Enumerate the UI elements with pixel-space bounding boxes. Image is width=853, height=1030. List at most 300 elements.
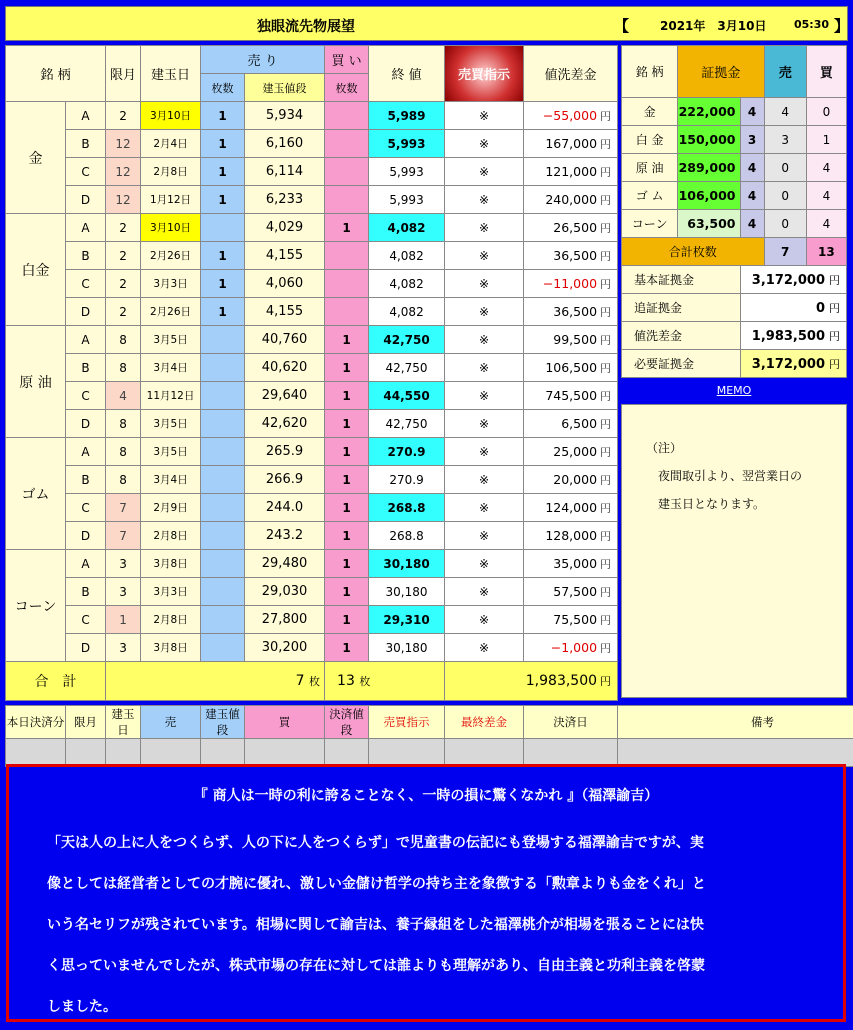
buy-count [325, 270, 369, 298]
margin-row [622, 98, 847, 126]
quote-box [6, 764, 846, 1022]
entry-date: 3月3日 [141, 578, 201, 606]
settlement-cell [369, 739, 445, 767]
buy-count [325, 158, 369, 186]
close-price: 44,550 [369, 382, 445, 410]
diff-amount: 124,000 [545, 499, 598, 515]
summary-amount [740, 350, 847, 378]
side-header-meigara: 銘 柄 [622, 46, 678, 98]
yen-unit: 円 [600, 557, 612, 571]
close-price: 5,993 [369, 130, 445, 158]
close-price: 5,993 [369, 158, 445, 186]
position-letter: D [66, 634, 106, 662]
sell-count [201, 550, 245, 578]
memo-note-line: 夜間取引より、翌営業日の [658, 469, 803, 483]
buy-lots: 4 [806, 182, 846, 210]
diff-amount: 75,500 [553, 611, 598, 627]
margin-amount: 289,000 [678, 154, 740, 182]
sell-lots: 0 [764, 210, 806, 238]
yen-unit: 円 [829, 357, 840, 371]
trade-instruction: ※ [445, 410, 524, 438]
memo-box [621, 404, 847, 698]
margin-row [622, 154, 847, 182]
yen-unit: 円 [829, 301, 840, 315]
contract-month: 1 [106, 606, 141, 634]
entry-price: 6,114 [245, 158, 325, 186]
contract-month: 2 [106, 102, 141, 130]
side-header-buy: 買 [806, 46, 846, 98]
total-diff [445, 662, 618, 701]
trade-instruction: ※ [445, 634, 524, 662]
lot-count: 4 [740, 98, 764, 126]
table-row [6, 130, 618, 158]
mark-to-market-diff [524, 186, 618, 214]
yen-unit: 円 [829, 329, 840, 343]
contract-month: 2 [106, 214, 141, 242]
entry-date: 3月10日 [141, 102, 201, 130]
settlement-cell [445, 739, 524, 767]
report-date: 2021年 3月10日 [660, 19, 767, 33]
close-price: 268.8 [369, 522, 445, 550]
position-letter: B [66, 242, 106, 270]
mark-to-market-diff [524, 242, 618, 270]
summary-row [622, 294, 847, 322]
yen-unit: 円 [600, 277, 612, 291]
quote-line: 像としては経営者としての才腕に優れ、激しい金儲け哲学の持ち主を象徴する「勲章よりも金をくれ」と [47, 876, 706, 892]
position-letter: C [66, 494, 106, 522]
position-letter: A [66, 550, 106, 578]
table-row [6, 438, 618, 466]
diff-amount: 20,000 [553, 471, 598, 487]
commodity-name: コーン [6, 550, 66, 662]
memo-note-heading: （注） [646, 441, 683, 455]
commodity-name: 原 油 [6, 326, 66, 438]
contract-month: 3 [106, 634, 141, 662]
settlement-header: 建玉日 [106, 706, 141, 739]
contract-month: 3 [106, 578, 141, 606]
position-letter: B [66, 466, 106, 494]
contract-month: 7 [106, 494, 141, 522]
entry-price: 244.0 [245, 494, 325, 522]
commodity-name: ゴム [6, 438, 66, 550]
buy-lots: 4 [806, 210, 846, 238]
summary-value: 0 [815, 300, 825, 316]
summary-label: 基本証拠金 [622, 266, 741, 294]
mark-to-market-diff [524, 354, 618, 382]
table-row [6, 298, 618, 326]
settlement-header: 決済値段 [325, 706, 369, 739]
trade-instruction: ※ [445, 214, 524, 242]
date-bracket-open: 【 [614, 17, 630, 35]
close-price: 29,310 [369, 606, 445, 634]
buy-count: 1 [325, 466, 369, 494]
sell-count [201, 214, 245, 242]
position-letter: C [66, 382, 106, 410]
settlement-header: 最終差金 [445, 706, 524, 739]
sell-count: 1 [201, 102, 245, 130]
positions-table [5, 45, 618, 701]
trade-instruction: ※ [445, 102, 524, 130]
entry-price: 4,029 [245, 214, 325, 242]
sell-lots: 0 [764, 182, 806, 210]
yen-unit: 円 [600, 109, 612, 123]
diff-amount: 6,500 [561, 415, 598, 431]
entry-price: 265.9 [245, 438, 325, 466]
trade-instruction: ※ [445, 326, 524, 354]
yen-unit: 円 [600, 417, 612, 431]
total-diff-amount: 1,983,500 [525, 673, 598, 689]
sell-count: 1 [201, 130, 245, 158]
position-letter: D [66, 186, 106, 214]
side-header-sell: 売 [764, 46, 806, 98]
diff-amount: 106,500 [545, 359, 598, 375]
diff-amount: 35,000 [553, 555, 598, 571]
table-row [6, 410, 618, 438]
total-buy [325, 662, 445, 701]
table-row [6, 382, 618, 410]
buy-lots: 0 [806, 98, 846, 126]
lot-count: 4 [740, 182, 764, 210]
mark-to-market-diff [524, 214, 618, 242]
diff-amount: 128,000 [545, 527, 598, 543]
entry-date: 2月9日 [141, 494, 201, 522]
summary-amount [740, 294, 847, 322]
close-price: 30,180 [369, 550, 445, 578]
lot-total-label: 合計枚数 [622, 238, 765, 266]
entry-price: 29,480 [245, 550, 325, 578]
header-nearai-sagaku: 値洗差金 [524, 46, 618, 102]
entry-date: 3月8日 [141, 550, 201, 578]
summary-amount [740, 322, 847, 350]
diff-amount: 99,500 [553, 331, 598, 347]
yen-unit: 円 [600, 675, 612, 688]
yen-unit: 円 [600, 165, 612, 179]
total-sell [106, 662, 325, 701]
summary-value: 1,983,500 [751, 328, 825, 344]
entry-date: 3月5日 [141, 410, 201, 438]
entry-price: 4,155 [245, 298, 325, 326]
settlement-header: 売 [141, 706, 201, 739]
settlement-cell [6, 739, 66, 767]
settlement-cell [106, 739, 141, 767]
table-row [6, 634, 618, 662]
sell-count [201, 606, 245, 634]
table-row [6, 242, 618, 270]
sell-count: 1 [201, 242, 245, 270]
mark-to-market-diff [524, 494, 618, 522]
yen-unit: 円 [600, 361, 612, 375]
header-tate-nedan: 建玉値段 [245, 74, 325, 102]
contract-month: 8 [106, 354, 141, 382]
close-price: 270.9 [369, 438, 445, 466]
margin-amount: 222,000 [678, 98, 740, 126]
mark-to-market-diff [524, 466, 618, 494]
mark-to-market-diff [524, 522, 618, 550]
diff-amount: −55,000 [542, 107, 598, 123]
position-letter: C [66, 606, 106, 634]
buy-count: 1 [325, 410, 369, 438]
entry-price: 40,620 [245, 354, 325, 382]
lot-total-sell: 7 [764, 238, 806, 266]
summary-label: 値洗差金 [622, 322, 741, 350]
mark-to-market-diff [524, 438, 618, 466]
close-price: 268.8 [369, 494, 445, 522]
report-time: 05:30 [794, 18, 830, 31]
mark-to-market-diff [524, 102, 618, 130]
mark-to-market-diff [524, 298, 618, 326]
yen-unit: 円 [600, 305, 612, 319]
yen-unit: 円 [600, 473, 612, 487]
yen-unit: 円 [829, 273, 840, 287]
sell-count [201, 354, 245, 382]
mark-to-market-diff [524, 606, 618, 634]
trade-instruction: ※ [445, 438, 524, 466]
yen-unit: 円 [600, 585, 612, 599]
sell-count [201, 578, 245, 606]
entry-date: 3月5日 [141, 326, 201, 354]
position-letter: C [66, 158, 106, 186]
buy-count: 1 [325, 214, 369, 242]
table-row [6, 494, 618, 522]
memo-note-line: 建玉日となります。 [658, 497, 766, 511]
trade-instruction: ※ [445, 606, 524, 634]
contract-month: 2 [106, 298, 141, 326]
position-letter: D [66, 410, 106, 438]
settlement-cell [618, 739, 853, 767]
entry-price: 30,200 [245, 634, 325, 662]
quote-body [47, 823, 817, 1028]
sell-count [201, 382, 245, 410]
entry-price: 27,800 [245, 606, 325, 634]
buy-lots: 4 [806, 154, 846, 182]
position-letter: A [66, 326, 106, 354]
close-price: 42,750 [369, 410, 445, 438]
close-price: 4,082 [369, 270, 445, 298]
yen-unit: 円 [600, 249, 612, 263]
buy-count: 1 [325, 382, 369, 410]
buy-count: 1 [325, 354, 369, 382]
settlement-empty-row [6, 739, 853, 767]
diff-amount: −11,000 [542, 275, 598, 291]
contract-month: 2 [106, 242, 141, 270]
close-price: 30,180 [369, 634, 445, 662]
entry-date: 3月3日 [141, 270, 201, 298]
header-meigara: 銘 柄 [6, 46, 106, 102]
trade-instruction: ※ [445, 550, 524, 578]
trade-instruction: ※ [445, 466, 524, 494]
summary-label: 追証拠金 [622, 294, 741, 322]
yen-unit: 円 [600, 529, 612, 543]
entry-price: 6,233 [245, 186, 325, 214]
quote-title: 『 商人は一時の利に誇ることなく、一時の損に驚くなかれ 』（福澤諭吉） [193, 788, 659, 804]
total-sell-unit: 枚 [309, 675, 321, 688]
sell-lots: 4 [764, 98, 806, 126]
settlement-header-row [6, 706, 853, 739]
header-gengetsu: 限月 [106, 46, 141, 102]
entry-price: 40,760 [245, 326, 325, 354]
diff-amount: 36,500 [553, 247, 598, 263]
sell-count: 1 [201, 158, 245, 186]
margin-amount: 63,500 [678, 210, 740, 238]
contract-month: 7 [106, 522, 141, 550]
yen-unit: 円 [600, 333, 612, 347]
buy-count [325, 298, 369, 326]
entry-date: 3月5日 [141, 438, 201, 466]
settlement-header: 買 [245, 706, 325, 739]
settlement-header: 決済日 [524, 706, 618, 739]
total-sell-count: 7 [295, 673, 305, 689]
quote-line: しました。 [47, 999, 117, 1015]
trade-instruction: ※ [445, 130, 524, 158]
header-sell-count: 枚数 [201, 74, 245, 102]
settlement-table [5, 705, 853, 767]
sell-count [201, 522, 245, 550]
settlement-header: 建玉値段 [201, 706, 245, 739]
entry-date: 2月4日 [141, 130, 201, 158]
contract-month: 8 [106, 410, 141, 438]
trade-instruction: ※ [445, 242, 524, 270]
settlement-cell [66, 739, 106, 767]
diff-amount: 36,500 [553, 303, 598, 319]
settlement-header: 本日決済分 [6, 706, 66, 739]
settlement-header: 限月 [66, 706, 106, 739]
diff-amount: 25,000 [553, 443, 598, 459]
position-letter: C [66, 270, 106, 298]
buy-count [325, 102, 369, 130]
lot-total-buy: 13 [806, 238, 846, 266]
mark-to-market-diff [524, 550, 618, 578]
title-bar [5, 6, 848, 41]
sell-count [201, 634, 245, 662]
close-price: 30,180 [369, 578, 445, 606]
buy-count: 1 [325, 634, 369, 662]
diff-amount: −1,000 [550, 639, 598, 655]
header-owarine: 終 値 [369, 46, 445, 102]
diff-amount: 745,500 [545, 387, 598, 403]
entry-price: 243.2 [245, 522, 325, 550]
header-buy: 買 い [325, 46, 369, 74]
total-label: 合 計 [6, 662, 106, 701]
entry-date: 3月8日 [141, 634, 201, 662]
diff-amount: 240,000 [545, 191, 598, 207]
header-baibai-shiji: 売買指示 [445, 46, 524, 102]
table-row [6, 158, 618, 186]
total-buy-count: 13 [337, 673, 355, 689]
close-price: 5,993 [369, 186, 445, 214]
yen-unit: 円 [600, 641, 612, 655]
sell-count [201, 466, 245, 494]
contract-month: 12 [106, 186, 141, 214]
mark-to-market-diff [524, 130, 618, 158]
entry-price: 4,060 [245, 270, 325, 298]
summary-value: 3,172,000 [751, 272, 825, 288]
close-price: 4,082 [369, 214, 445, 242]
page-title: 独眼流先物展望 [257, 19, 355, 35]
margin-row [622, 182, 847, 210]
contract-month: 8 [106, 438, 141, 466]
commodity-name: 白金 [6, 214, 66, 326]
sell-count [201, 326, 245, 354]
table-row [6, 606, 618, 634]
contract-month: 3 [106, 550, 141, 578]
commodity-name: 金 [622, 98, 678, 126]
yen-unit: 円 [600, 221, 612, 235]
lot-count: 4 [740, 154, 764, 182]
position-letter: B [66, 578, 106, 606]
entry-date: 2月26日 [141, 242, 201, 270]
commodity-name: ゴ ム [622, 182, 678, 210]
close-price: 5,989 [369, 102, 445, 130]
entry-price: 29,030 [245, 578, 325, 606]
margin-row [622, 126, 847, 154]
sell-lots: 3 [764, 126, 806, 154]
close-price: 42,750 [369, 326, 445, 354]
quote-line: く思っていませんでしたが、株式市場の存在に対しては誰よりも理解があり、自由主義と功利主義を啓蒙 [47, 958, 705, 974]
totals-row [6, 662, 618, 701]
yen-unit: 円 [600, 445, 612, 459]
mark-to-market-diff [524, 634, 618, 662]
commodity-name: 白 金 [622, 126, 678, 154]
entry-price: 29,640 [245, 382, 325, 410]
date-bracket-close: 】 [834, 17, 850, 35]
sell-count: 1 [201, 270, 245, 298]
yen-unit: 円 [600, 613, 612, 627]
header-buy-count: 枚数 [325, 74, 369, 102]
buy-count [325, 130, 369, 158]
close-price: 4,082 [369, 298, 445, 326]
entry-price: 4,155 [245, 242, 325, 270]
commodity-name: 原 油 [622, 154, 678, 182]
entry-date: 11月12日 [141, 382, 201, 410]
contract-month: 12 [106, 158, 141, 186]
table-row [6, 214, 618, 242]
entry-price: 266.9 [245, 466, 325, 494]
header-tategyokubi: 建玉日 [141, 46, 201, 102]
entry-date: 2月26日 [141, 298, 201, 326]
position-letter: A [66, 102, 106, 130]
summary-label: 必要証拠金 [622, 350, 741, 378]
trade-instruction: ※ [445, 158, 524, 186]
buy-count: 1 [325, 578, 369, 606]
table-row [6, 466, 618, 494]
memo-link[interactable]: MEMO [716, 384, 752, 397]
trade-instruction: ※ [445, 270, 524, 298]
diff-amount: 121,000 [545, 163, 598, 179]
contract-month: 8 [106, 326, 141, 354]
position-letter: A [66, 214, 106, 242]
position-letter: B [66, 130, 106, 158]
table-row [6, 186, 618, 214]
entry-price: 42,620 [245, 410, 325, 438]
entry-date: 3月4日 [141, 466, 201, 494]
buy-count: 1 [325, 606, 369, 634]
buy-count: 1 [325, 494, 369, 522]
buy-count: 1 [325, 326, 369, 354]
margin-amount: 150,000 [678, 126, 740, 154]
mark-to-market-diff [524, 270, 618, 298]
table-row [6, 270, 618, 298]
settlement-header: 備考 [618, 706, 853, 739]
table-row [6, 550, 618, 578]
settlement-cell [141, 739, 201, 767]
sell-count [201, 438, 245, 466]
table-row [6, 578, 618, 606]
settlement-cell [325, 739, 369, 767]
contract-month: 4 [106, 382, 141, 410]
table-row [6, 522, 618, 550]
trade-instruction: ※ [445, 522, 524, 550]
position-letter: D [66, 298, 106, 326]
